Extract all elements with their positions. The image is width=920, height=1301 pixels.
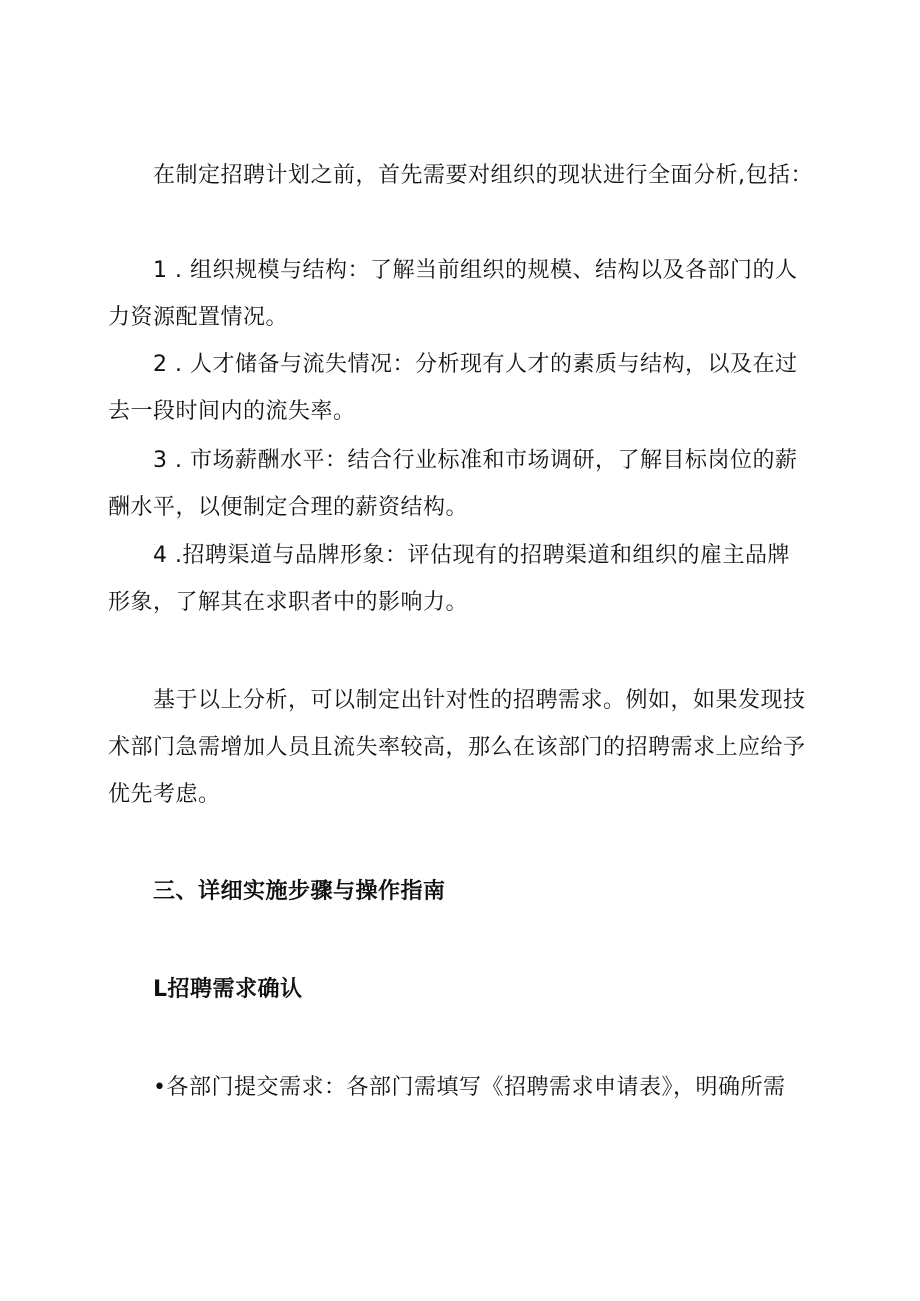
subsection-heading: L招聘需求确认 (153, 977, 303, 1002)
list-item-line: 2 . 人才储备与流失情况：分析现有人才的素质与结构，以及在过 (153, 352, 798, 377)
list-item-line: 1 . 组织规模与结构：了解当前组织的规模、结构以及各部门的人 (153, 258, 798, 283)
bullet-item: •各部门提交需求：各部门需填写《招聘需求申请表》，明确所需 (153, 1075, 786, 1100)
list-item-line: 力资源配置情况。 (108, 305, 289, 330)
list-item-line: 形象，了解其在求职者中的影响力。 (108, 590, 469, 615)
list-item-line: 酬水平，以便制定合理的薪资结构。 (108, 495, 469, 520)
list-item-line: 去一段时间内的流失率。 (108, 399, 356, 424)
paragraph-line: 优先考虑。 (108, 782, 221, 807)
paragraph-line: 术部门急需增加人员且流失率较高，那么在该部门的招聘需求上应给予 (108, 735, 806, 760)
section-heading: 三、详细实施步骤与操作指南 (153, 879, 446, 904)
list-item-line: 4 .招聘渠道与品牌形象：评估现有的招聘渠道和组织的雇主品牌 (153, 543, 790, 568)
intro-paragraph: 在制定招聘计划之前，首先需要对组织的现状进行全面分析,包括： (153, 163, 813, 188)
paragraph-line: 基于以上分析，可以制定出针对性的招聘需求。例如，如果发现技 (153, 688, 806, 713)
list-item-line: 3 . 市场薪酬水平：结合行业标准和市场调研，了解目标岗位的薪 (153, 448, 798, 473)
